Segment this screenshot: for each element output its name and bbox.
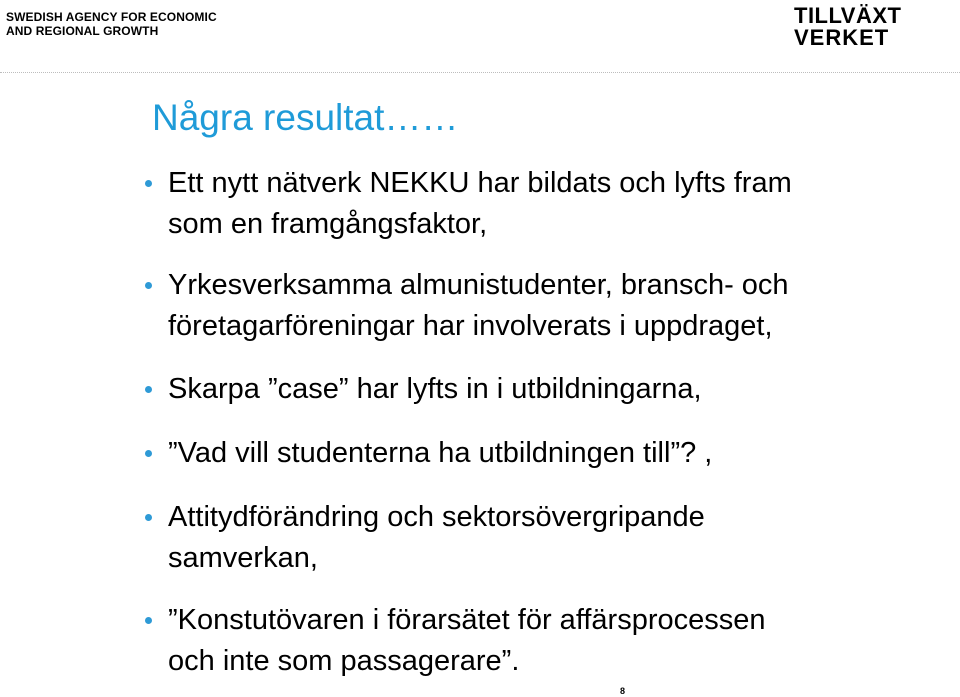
bullet-text-line-2: och inte som passagerare”. bbox=[168, 645, 520, 677]
logo-line-1: TILLVÄXT bbox=[794, 3, 902, 28]
page-number: 8 bbox=[620, 686, 626, 696]
bullet-text-line-1: Ett nytt nätverk NEKKU har bildats och lyfts fram bbox=[168, 167, 792, 199]
bullet-icon bbox=[145, 514, 152, 521]
bullet-text-line-2: företagarföreningar har involverats i uppdraget, bbox=[168, 310, 773, 342]
bullet-text-line-1: Skarpa ”case” har lyfts in i utbildningarna, bbox=[168, 373, 702, 405]
bullet-text-line-1: ”Konstutövaren i förarsätet för affärsprocessen bbox=[168, 604, 766, 636]
bullet-icon bbox=[145, 450, 152, 457]
bullet-icon bbox=[145, 617, 152, 624]
bullet-text-line-1: ”Vad vill studenterna ha utbildningen till”? , bbox=[168, 437, 713, 469]
logo-line-2: VERKET bbox=[794, 25, 890, 50]
bullet-text-line-1: Attitydförändring och sektorsövergripande bbox=[168, 501, 705, 533]
bullet-icon bbox=[145, 180, 152, 187]
agency-name-line-1: SWEDISH AGENCY FOR ECONOMIC bbox=[6, 10, 217, 24]
agency-name-line-2: AND REGIONAL GROWTH bbox=[6, 24, 159, 38]
slide-title: Några resultat…… bbox=[152, 97, 459, 138]
bullet-text-line-2: som en framgångsfaktor, bbox=[168, 208, 488, 240]
bullet-text-line-2: samverkan, bbox=[168, 542, 318, 574]
bullet-icon bbox=[145, 386, 152, 393]
bullet-text-line-1: Yrkesverksamma almunistudenter, bransch- och bbox=[168, 269, 789, 301]
bullet-icon bbox=[145, 282, 152, 289]
